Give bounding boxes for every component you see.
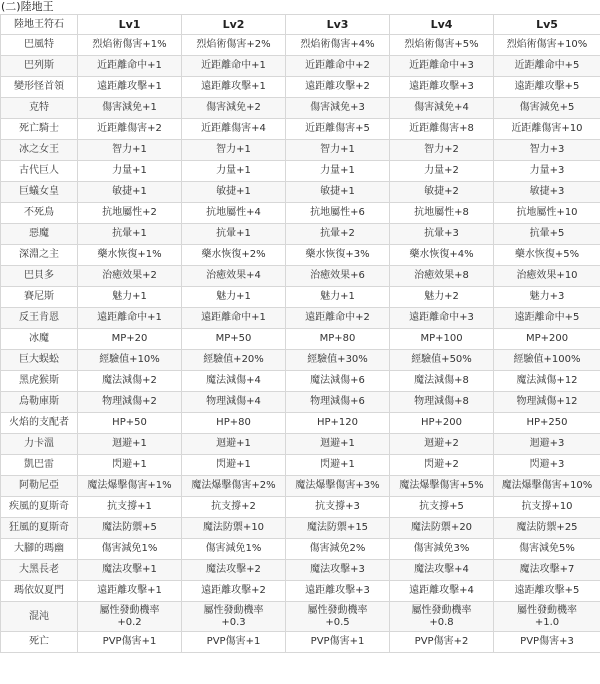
lv2-cell: 抗支撐+2 — [182, 497, 286, 518]
lv5-cell: 魔法減傷+12 — [494, 371, 600, 392]
lv4-cell: 遠距離攻擊+3 — [390, 77, 494, 98]
lv5-cell: PVP傷害+3 — [494, 632, 600, 653]
rune-name-cell: 死亡 — [1, 632, 78, 653]
section-title: (二)陸地王 — [1, 0, 54, 13]
lv3-cell: 魔法攻擊+3 — [286, 560, 390, 581]
rune-name-cell: 不死鳥 — [1, 203, 78, 224]
lv4-cell: 抗地屬性+8 — [390, 203, 494, 224]
header-lv3: Lv3 — [286, 15, 390, 35]
rune-name-cell: 巴貝多 — [1, 266, 78, 287]
rune-name-cell: 疾風的夏斯奇 — [1, 497, 78, 518]
lv1-cell: 經驗值+10% — [78, 350, 182, 371]
lv2-cell: 近距離命中+1 — [182, 56, 286, 77]
lv3-cell: 抗暈+2 — [286, 224, 390, 245]
lv5-cell: 魔法爆擊傷害+10% — [494, 476, 600, 497]
lv3-cell: 遠距離攻擊+2 — [286, 77, 390, 98]
table-row — [1, 245, 600, 266]
lv5-cell: 遠距離攻擊+5 — [494, 581, 600, 602]
lv4-cell: 治癒效果+8 — [390, 266, 494, 287]
table-row — [1, 632, 600, 653]
lv5-cell: 迴避+3 — [494, 434, 600, 455]
table-row — [1, 539, 600, 560]
rune-name-cell: 力卡溫 — [1, 434, 78, 455]
lv3-cell: 近距離傷害+5 — [286, 119, 390, 140]
lv3-cell: MP+80 — [286, 329, 390, 350]
lv1-cell: 物理減傷+2 — [78, 392, 182, 413]
header-rune-name: 陸地王符石 — [1, 15, 78, 35]
lv1-cell: 力量+1 — [78, 161, 182, 182]
rune-name-cell: 瑪依奴夏門 — [1, 581, 78, 602]
rune-name-cell: 巴列斯 — [1, 56, 78, 77]
rune-name-cell: 巨大蜈蚣 — [1, 350, 78, 371]
lv4-cell: 傷害減免3% — [390, 539, 494, 560]
lv3-cell: 抗地屬性+6 — [286, 203, 390, 224]
lv5-cell: 閃避+3 — [494, 455, 600, 476]
lv2-cell: 魔法減傷+4 — [182, 371, 286, 392]
lv1-cell: 智力+1 — [78, 140, 182, 161]
lv5-cell: 智力+3 — [494, 140, 600, 161]
table-row — [1, 35, 600, 56]
rune-name-cell: 火焰的支配者 — [1, 413, 78, 434]
lv3-cell: 敏捷+1 — [286, 182, 390, 203]
lv3-cell: 傷害減免2% — [286, 539, 390, 560]
table-row — [1, 329, 600, 350]
lv2-cell: 烈焰術傷害+2% — [182, 35, 286, 56]
rune-name-cell: 賽尼斯 — [1, 287, 78, 308]
lv4-cell: 傷害減免+4 — [390, 98, 494, 119]
table-row — [1, 77, 600, 98]
rune-name-cell: 凱巴雷 — [1, 455, 78, 476]
lv2-cell: 魔法爆擊傷害+2% — [182, 476, 286, 497]
lv1-cell: 魅力+1 — [78, 287, 182, 308]
lv4-cell: 抗支撐+5 — [390, 497, 494, 518]
lv3-cell: 屬性發動機率 +0.5 — [286, 602, 390, 632]
lv3-cell: 閃避+1 — [286, 455, 390, 476]
rune-name-cell: 阿勒尼亞 — [1, 476, 78, 497]
table-row — [1, 560, 600, 581]
rune-stats-table — [0, 14, 600, 653]
rune-name-cell: 冰之女王 — [1, 140, 78, 161]
lv4-cell: 屬性發動機率 +0.8 — [390, 602, 494, 632]
lv2-cell: 智力+1 — [182, 140, 286, 161]
lv4-cell: 閃避+2 — [390, 455, 494, 476]
rune-name-cell: 死亡騎士 — [1, 119, 78, 140]
lv2-cell: 屬性發動機率 +0.3 — [182, 602, 286, 632]
lv4-cell: 近距離傷害+8 — [390, 119, 494, 140]
lv1-cell: 魔法防禦+5 — [78, 518, 182, 539]
table-row — [1, 392, 600, 413]
lv5-cell: 近距離傷害+10 — [494, 119, 600, 140]
lv3-cell: 迴避+1 — [286, 434, 390, 455]
lv1-cell: 藥水恢復+1% — [78, 245, 182, 266]
lv3-cell: 物理減傷+6 — [286, 392, 390, 413]
lv1-cell: 遠距離攻擊+1 — [78, 581, 182, 602]
table-row — [1, 56, 600, 77]
lv5-cell: 傷害減免+5 — [494, 98, 600, 119]
rune-name-cell: 大黑長老 — [1, 560, 78, 581]
table-body — [1, 35, 600, 653]
lv1-cell: 魔法爆擊傷害+1% — [78, 476, 182, 497]
lv4-cell: 魔法攻擊+4 — [390, 560, 494, 581]
lv2-cell: 遠距離攻擊+2 — [182, 581, 286, 602]
lv2-cell: 治癒效果+4 — [182, 266, 286, 287]
header-lv1: Lv1 — [78, 15, 182, 35]
lv5-cell: 傷害減免5% — [494, 539, 600, 560]
lv5-cell: 魅力+3 — [494, 287, 600, 308]
lv1-cell: 敏捷+1 — [78, 182, 182, 203]
lv2-cell: HP+80 — [182, 413, 286, 434]
lv4-cell: 物理減傷+8 — [390, 392, 494, 413]
rune-name-cell: 巴風特 — [1, 35, 78, 56]
rune-name-cell: 混沌 — [1, 602, 78, 632]
header-lv2: Lv2 — [182, 15, 286, 35]
lv4-cell: 迴避+2 — [390, 434, 494, 455]
lv1-cell: MP+20 — [78, 329, 182, 350]
table-row — [1, 224, 600, 245]
lv3-cell: 經驗值+30% — [286, 350, 390, 371]
lv1-cell: 遠距離命中+1 — [78, 308, 182, 329]
table-row — [1, 140, 600, 161]
lv4-cell: MP+100 — [390, 329, 494, 350]
lv4-cell: 藥水恢復+4% — [390, 245, 494, 266]
table-row — [1, 518, 600, 539]
lv3-cell: 魔法防禦+15 — [286, 518, 390, 539]
lv3-cell: 烈焰術傷害+4% — [286, 35, 390, 56]
lv3-cell: 力量+1 — [286, 161, 390, 182]
rune-name-cell: 黑虎猴斯 — [1, 371, 78, 392]
lv1-cell: 魔法攻擊+1 — [78, 560, 182, 581]
lv2-cell: 力量+1 — [182, 161, 286, 182]
lv4-cell: 近距離命中+3 — [390, 56, 494, 77]
lv4-cell: 敏捷+2 — [390, 182, 494, 203]
lv2-cell: 近距離傷害+4 — [182, 119, 286, 140]
lv5-cell: 烈焰術傷害+10% — [494, 35, 600, 56]
lv1-cell: 抗地屬性+2 — [78, 203, 182, 224]
lv5-cell: 敏捷+3 — [494, 182, 600, 203]
lv2-cell: 魔法攻擊+2 — [182, 560, 286, 581]
lv2-cell: 魔法防禦+10 — [182, 518, 286, 539]
lv1-cell: 迴避+1 — [78, 434, 182, 455]
lv5-cell: 藥水恢復+5% — [494, 245, 600, 266]
rune-name-cell: 烏勒庫斯 — [1, 392, 78, 413]
lv4-cell: HP+200 — [390, 413, 494, 434]
lv4-cell: 遠距離命中+3 — [390, 308, 494, 329]
lv1-cell: 近距離傷害+2 — [78, 119, 182, 140]
lv2-cell: 物理減傷+4 — [182, 392, 286, 413]
lv5-cell: 力量+3 — [494, 161, 600, 182]
lv3-cell: PVP傷害+1 — [286, 632, 390, 653]
table-row — [1, 119, 600, 140]
lv4-cell: 魔法減傷+8 — [390, 371, 494, 392]
lv4-cell: 智力+2 — [390, 140, 494, 161]
lv3-cell: 抗支撐+3 — [286, 497, 390, 518]
lv4-cell: 抗暈+3 — [390, 224, 494, 245]
table-row — [1, 434, 600, 455]
lv4-cell: 魔法爆擊傷害+5% — [390, 476, 494, 497]
table-row — [1, 266, 600, 287]
lv2-cell: MP+50 — [182, 329, 286, 350]
rune-name-cell: 巨蟻女皇 — [1, 182, 78, 203]
lv1-cell: HP+50 — [78, 413, 182, 434]
table-row — [1, 161, 600, 182]
lv2-cell: 魅力+1 — [182, 287, 286, 308]
rune-name-cell: 大腳的瑪幽 — [1, 539, 78, 560]
table-row — [1, 476, 600, 497]
lv1-cell: 烈焰術傷害+1% — [78, 35, 182, 56]
table-row — [1, 371, 600, 392]
lv5-cell: 魔法防禦+25 — [494, 518, 600, 539]
table-row — [1, 203, 600, 224]
lv2-cell: 閃避+1 — [182, 455, 286, 476]
lv1-cell: 屬性發動機率 +0.2 — [78, 602, 182, 632]
lv4-cell: 力量+2 — [390, 161, 494, 182]
table-row — [1, 413, 600, 434]
lv1-cell: 傷害減免1% — [78, 539, 182, 560]
table-row — [1, 497, 600, 518]
lv2-cell: 抗暈+1 — [182, 224, 286, 245]
lv1-cell: 近距離命中+1 — [78, 56, 182, 77]
lv1-cell: 抗暈+1 — [78, 224, 182, 245]
lv1-cell: 魔法減傷+2 — [78, 371, 182, 392]
table-header-row — [1, 15, 600, 35]
table-row — [1, 602, 600, 632]
lv4-cell: 魅力+2 — [390, 287, 494, 308]
lv3-cell: 藥水恢復+3% — [286, 245, 390, 266]
lv2-cell: 藥水恢復+2% — [182, 245, 286, 266]
lv2-cell: 敏捷+1 — [182, 182, 286, 203]
lv2-cell: 迴避+1 — [182, 434, 286, 455]
lv5-cell: 治癒效果+10 — [494, 266, 600, 287]
lv5-cell: 物理減傷+12 — [494, 392, 600, 413]
lv3-cell: 近距離命中+2 — [286, 56, 390, 77]
lv3-cell: HP+120 — [286, 413, 390, 434]
lv3-cell: 魔法減傷+6 — [286, 371, 390, 392]
lv2-cell: 遠距離命中+1 — [182, 308, 286, 329]
rune-name-cell: 狂風的夏斯奇 — [1, 518, 78, 539]
rune-name-cell: 克特 — [1, 98, 78, 119]
table-row — [1, 455, 600, 476]
table-row — [1, 98, 600, 119]
lv3-cell: 魔法爆擊傷害+3% — [286, 476, 390, 497]
lv4-cell: 魔法防禦+20 — [390, 518, 494, 539]
lv2-cell: 抗地屬性+4 — [182, 203, 286, 224]
lv1-cell: 抗支撐+1 — [78, 497, 182, 518]
rune-name-cell: 反王肯恩 — [1, 308, 78, 329]
lv3-cell: 遠距離攻擊+3 — [286, 581, 390, 602]
lv4-cell: 遠距離攻擊+4 — [390, 581, 494, 602]
lv1-cell: 傷害減免+1 — [78, 98, 182, 119]
lv5-cell: 魔法攻擊+7 — [494, 560, 600, 581]
lv5-cell: MP+200 — [494, 329, 600, 350]
lv2-cell: 遠距離攻擊+1 — [182, 77, 286, 98]
lv5-cell: 經驗值+100% — [494, 350, 600, 371]
lv5-cell: 遠距離命中+5 — [494, 308, 600, 329]
table-row — [1, 308, 600, 329]
lv3-cell: 傷害減免+3 — [286, 98, 390, 119]
lv3-cell: 治癒效果+6 — [286, 266, 390, 287]
rune-name-cell: 深淵之主 — [1, 245, 78, 266]
rune-name-cell: 冰魔 — [1, 329, 78, 350]
table-row — [1, 182, 600, 203]
lv2-cell: 傷害減免1% — [182, 539, 286, 560]
lv1-cell: 閃避+1 — [78, 455, 182, 476]
header-lv4: Lv4 — [390, 15, 494, 35]
table-row — [1, 287, 600, 308]
header-lv5: Lv5 — [494, 15, 600, 35]
lv5-cell: 抗地屬性+10 — [494, 203, 600, 224]
lv5-cell: 遠距離攻擊+5 — [494, 77, 600, 98]
lv3-cell: 智力+1 — [286, 140, 390, 161]
lv5-cell: HP+250 — [494, 413, 600, 434]
lv4-cell: 經驗值+50% — [390, 350, 494, 371]
lv1-cell: PVP傷害+1 — [78, 632, 182, 653]
table-row — [1, 581, 600, 602]
lv5-cell: 屬性發動機率 +1.0 — [494, 602, 600, 632]
lv5-cell: 近距離命中+5 — [494, 56, 600, 77]
rune-name-cell: 變形怪首領 — [1, 77, 78, 98]
lv1-cell: 治癒效果+2 — [78, 266, 182, 287]
lv4-cell: 烈焰術傷害+5% — [390, 35, 494, 56]
table-row — [1, 350, 600, 371]
lv4-cell: PVP傷害+2 — [390, 632, 494, 653]
lv5-cell: 抗支撐+10 — [494, 497, 600, 518]
lv2-cell: 經驗值+20% — [182, 350, 286, 371]
lv3-cell: 遠距離命中+2 — [286, 308, 390, 329]
lv1-cell: 遠距離攻擊+1 — [78, 77, 182, 98]
lv3-cell: 魅力+1 — [286, 287, 390, 308]
rune-name-cell: 惡魔 — [1, 224, 78, 245]
rune-name-cell: 古代巨人 — [1, 161, 78, 182]
lv5-cell: 抗暈+5 — [494, 224, 600, 245]
lv2-cell: PVP傷害+1 — [182, 632, 286, 653]
lv2-cell: 傷害減免+2 — [182, 98, 286, 119]
